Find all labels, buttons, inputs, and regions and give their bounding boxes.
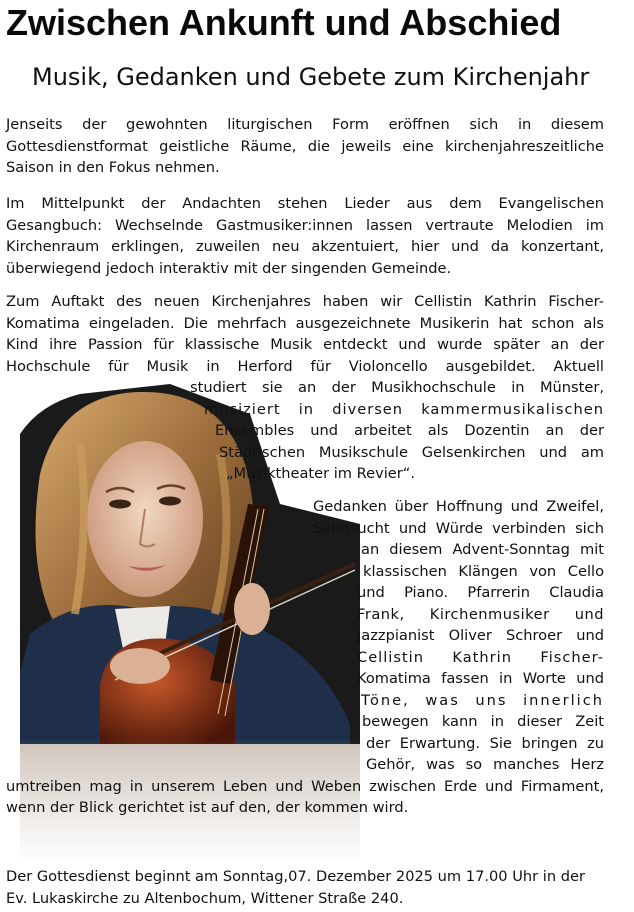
- service-paragraph-line: Frank, Kirchenmusiker und: [357, 605, 604, 623]
- cellist-paragraph-line: Zum Auftakt des neuen Kirchenjahres haben wir Cellistin Kathrin Fischer-: [6, 293, 604, 310]
- page-title: Zwischen Ankunft und Abschied: [6, 2, 562, 43]
- cellist-paragraph-line: musiziert in diversen kammermusikalischen: [204, 400, 604, 418]
- songbook-paragraph: Im Mittelpunkt der Andachten stehen Lieder aus dem Evangelischen Gesangbuch: Wechselnde Gastmusiker:innen lassen vertraute Melodien im Kirchenraum erklingen, zuweilen neu akzentuiert, hier und da konzertant, überwiegend jedoch interaktiv mit der singenden Gemeinde.: [6, 195, 604, 277]
- cellist-paragraph-line: Komatima eingeladen. Die mehrfach ausgezeichnete Musikerin hat schon als: [6, 314, 604, 332]
- service-paragraph-line: der Erwartung. Sie bringen zu: [366, 734, 604, 752]
- service-paragraph-line: Gehör, was so manches Herz: [366, 756, 604, 773]
- service-paragraph-line: Sehnsucht und Würde verbinden sich: [313, 519, 604, 537]
- cellist-paragraph-line: studiert sie an der Musikhochschule in Münster,: [190, 379, 604, 396]
- cellist-paragraph-line: Ensembles und arbeitet als Dozentin an der: [215, 422, 604, 439]
- service-paragraph-line: bewegen kann in dieser Zeit: [362, 713, 604, 730]
- service-paragraph-line: Jazzpianist Oliver Schroer und: [357, 627, 604, 644]
- cellist-paragraph-line: „Musiktheater im Revier“.: [226, 465, 415, 482]
- service-paragraph-line: Komatima fassen in Worte und: [357, 670, 604, 687]
- cellist-paragraph-line: Kind ihre Passion für klassische Musik entdeckt und wurde später an der: [6, 336, 604, 353]
- service-paragraph-line: umtreiben mag in unserem Leben und Weben zwischen Erde und Firmament,: [6, 777, 604, 795]
- intro-paragraph: Jenseits der gewohnten liturgischen Form eröffnen sich in diesem Gottesdienstformat geistliche Räume, die jeweils eine kirchenjahreszeitliche Saison in den Fokus nehmen.: [6, 116, 604, 176]
- service-date-location: Der Gottesdienst beginnt am Sonntag,07. Dezember 2025 um 17.00 Uhr in der Ev. Lukaskirche zu Altenbochum, Wittener Straße 240.: [6, 868, 585, 907]
- service-paragraph-line: wenn der Blick gerichtet ist auf den, der kommen wird.: [6, 799, 409, 816]
- cellist-paragraph-line: Hochschule für Musik in Herford für Violoncello ausgebildet. Aktuell: [6, 357, 604, 375]
- service-paragraph-line: Töne, was uns innerlich: [361, 691, 604, 709]
- cellist-paragraph-line: Städtischen Musikschule Gelsenkirchen und am: [219, 443, 604, 461]
- service-paragraph-line: Gedanken über Hoffnung und Zweifel,: [313, 498, 604, 515]
- service-paragraph-line: Cellistin Kathrin Fischer-: [357, 648, 604, 666]
- service-paragraph-line: an diesem Advent-Sonntag mit: [361, 541, 604, 558]
- page-subtitle: Musik, Gedanken und Gebete zum Kirchenjahr: [32, 63, 590, 91]
- service-paragraph-line: und Piano. Pfarrerin Claudia: [357, 584, 604, 601]
- service-paragraph-line: klassischen Klängen von Cello: [363, 562, 604, 580]
